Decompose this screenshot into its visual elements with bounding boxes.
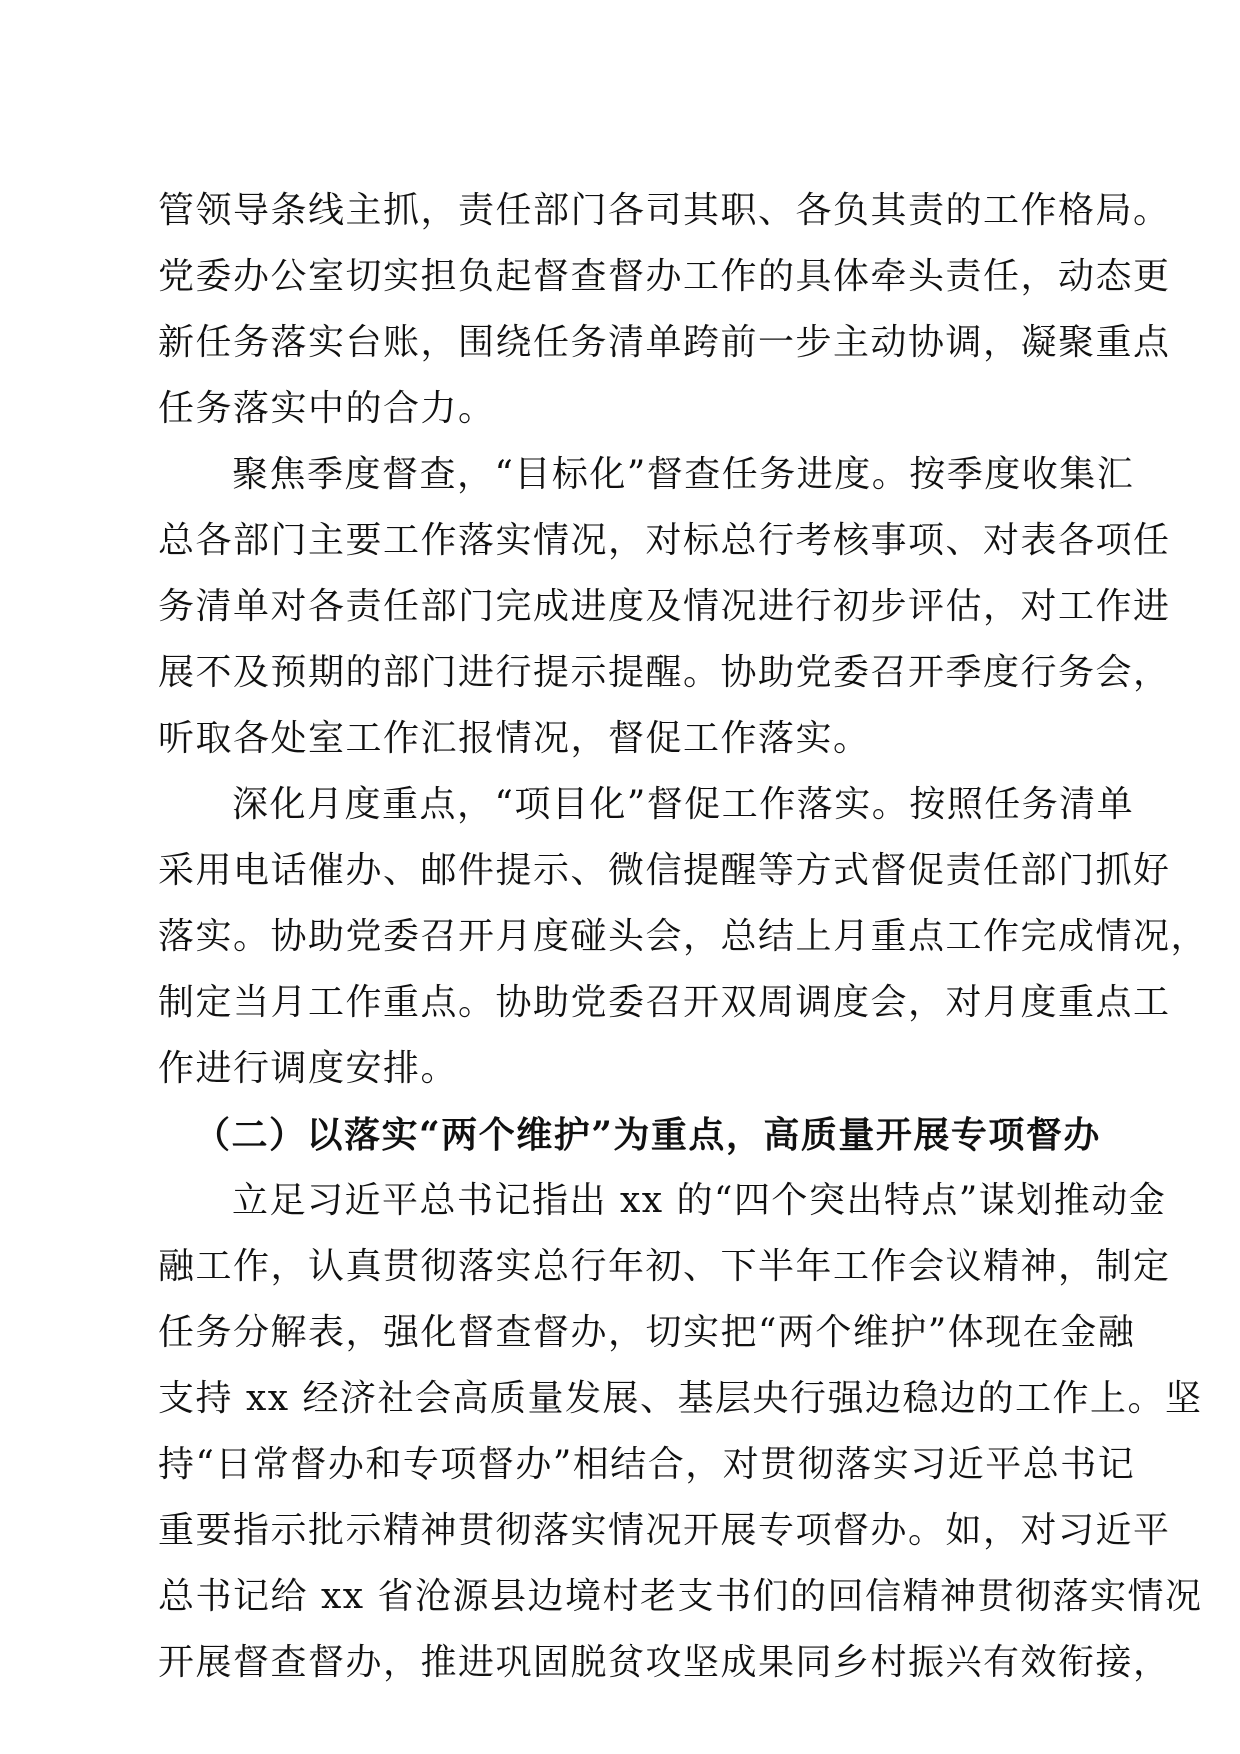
paragraph-line: 管领导条线主抓，责任部门各司其职、各负其责的工作格局。 (158, 190, 1171, 231)
paragraph-line: 总各部门主要工作落实情况，对标总行考核事项、对表各项任 (158, 520, 1171, 561)
paragraph-line: 任务分解表，强化督查督办，切实把“两个维护”体现在金融 (158, 1312, 1136, 1353)
paragraph-line: 立足习近平总书记指出 xx 的“四个突出特点”谋划推动金 (232, 1180, 1167, 1221)
paragraph-line: 支持 xx 经济社会高质量发展、基层央行强边稳边的工作上。坚 (158, 1378, 1203, 1419)
paragraph-line: 持“日常督办和专项督办”相结合，对贯彻落实习近平总书记 (158, 1444, 1136, 1485)
paragraph-line: 开展督查督办，推进巩固脱贫攻坚成果同乡村振兴有效衔接， (158, 1642, 1171, 1683)
paragraph-line: 融工作，认真贯彻落实总行年初、下半年工作会议精神，制定 (158, 1246, 1171, 1287)
paragraph-line: 新任务落实台账，围绕任务清单跨前一步主动协调，凝聚重点 (158, 322, 1171, 363)
section-heading: （二）以落实“两个维护”为重点，高质量开展专项督办 (194, 1114, 1101, 1156)
paragraph-line: 重要指示批示精神贯彻落实情况开展专项督办。如，对习近平 (158, 1510, 1171, 1551)
paragraph-line: 落实。协助党委召开月度碰头会，总结上月重点工作完成情况， (158, 916, 1209, 957)
paragraph-line: 党委办公室切实担负起督查督办工作的具体牵头责任，动态更 (158, 256, 1171, 297)
paragraph-line: 制定当月工作重点。协助党委召开双周调度会，对月度重点工 (158, 982, 1171, 1023)
paragraph-line: 任务落实中的合力。 (158, 388, 496, 429)
paragraph-line: 展不及预期的部门进行提示提醒。协助党委召开季度行务会， (158, 652, 1171, 693)
paragraph-line: 采用电话催办、邮件提示、微信提醒等方式督促责任部门抓好 (158, 850, 1171, 891)
paragraph-line: 总书记给 xx 省沧源县边境村老支书们的回信精神贯彻落实情况 (158, 1576, 1203, 1617)
paragraph-line: 深化月度重点，“项目化”督促工作落实。按照任务清单 (232, 784, 1135, 825)
paragraph-line: 聚焦季度督查，“目标化”督查任务进度。按季度收集汇 (232, 454, 1135, 495)
paragraph-line: 作进行调度安排。 (158, 1048, 459, 1089)
paragraph-line: 听取各处室工作汇报情况，督促工作落实。 (158, 718, 871, 759)
paragraph-line: 务清单对各责任部门完成进度及情况进行初步评估，对工作进 (158, 586, 1171, 627)
document-body (158, 178, 1209, 1696)
